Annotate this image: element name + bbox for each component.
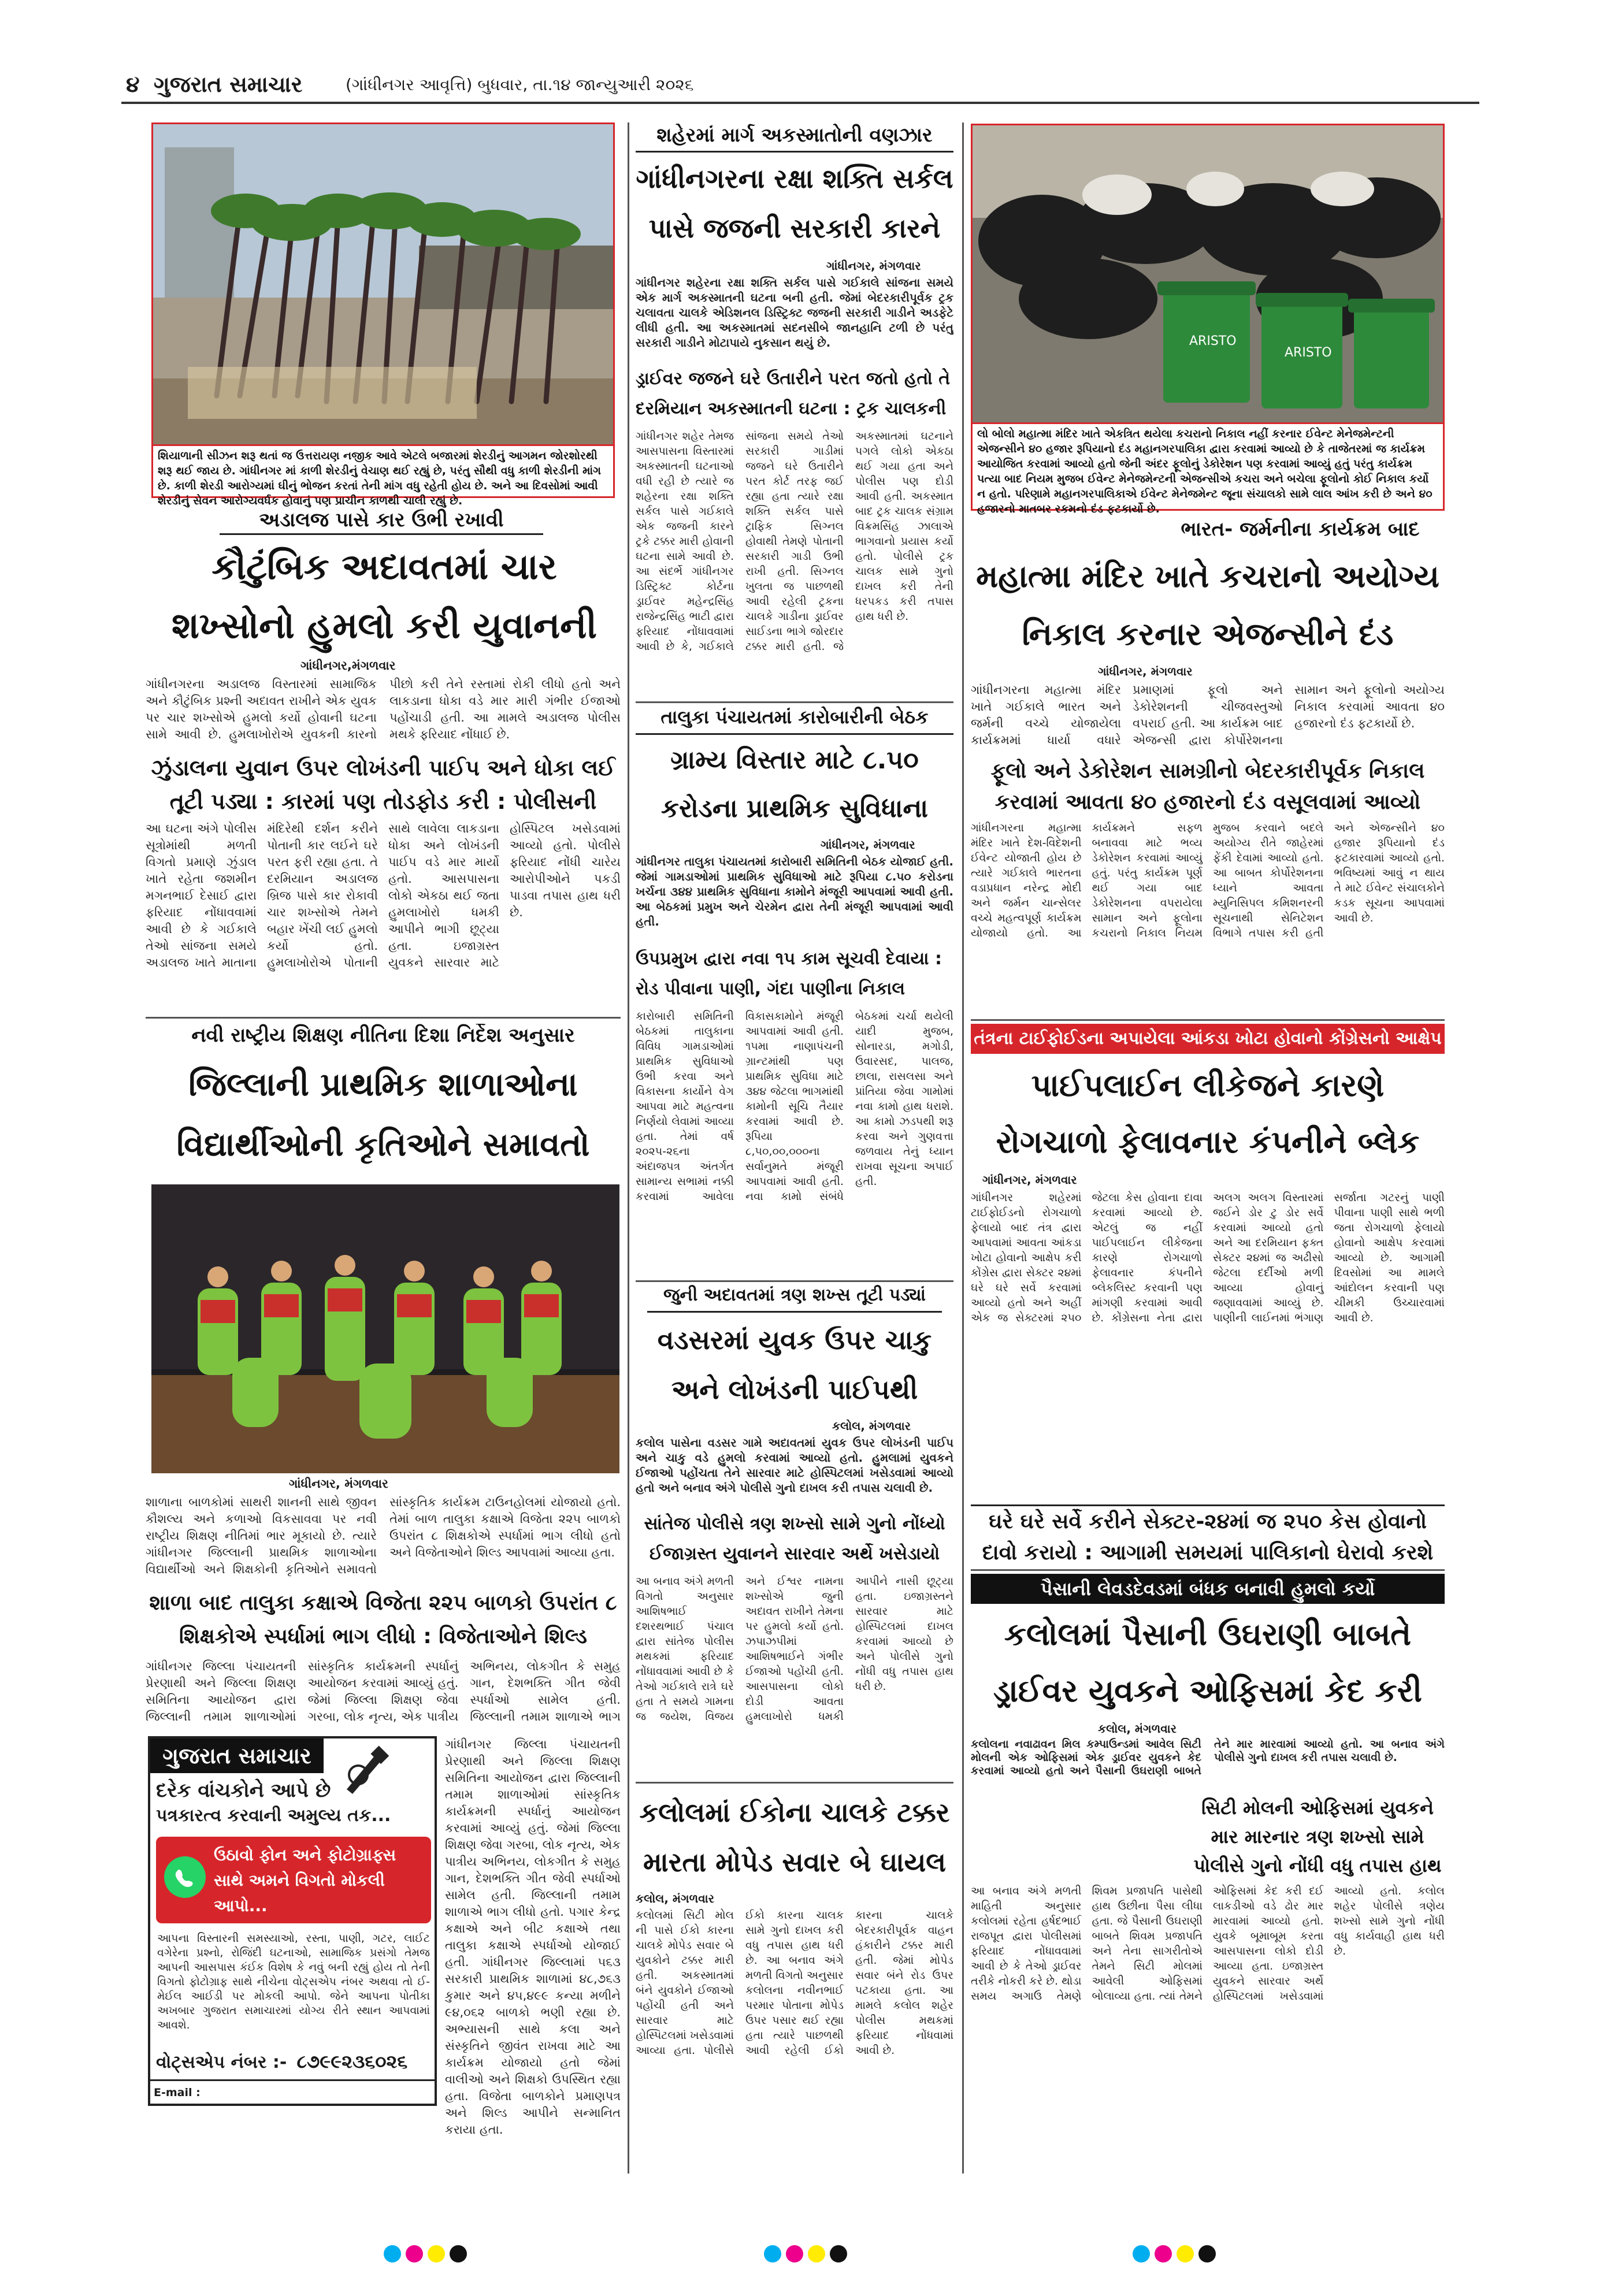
column-rule-2 <box>962 122 964 2174</box>
whatsapp-icon <box>162 1854 208 1900</box>
sugarcane-photo <box>151 122 615 446</box>
garbage-image <box>973 125 1445 424</box>
typhoid-dateline: ગાંધીનગર, મંગળવાર <box>982 1173 1077 1187</box>
black-mark <box>1198 2245 1216 2262</box>
vadsar-headline: વડસરમાં યુવક ઉપર ચાકુ અને લોખંડની પાઈપથી <box>657 1324 932 1405</box>
vadsar-lead: કલોલ પાસેના વડસર ગામે અદાવતમાં યુવક ઉપર લોખંડની પાઈપ અને ચાકુ વડે હુમલો કરવામાં આવ્યો હતો. હુમલામાં યુવકને ઈજાઓ પહોંચતા તેને સારવાર માટે હોસ્પિટલમાં ખસેડવામાં આવ્યો હતો અને બનાવ અંગે પોલીસે ગુનો દાખલ કરી તપાસ ચલાવી છે. <box>636 1436 953 1495</box>
mahatma-kicker: ભારત- જર્મનીના કાર્યક્રમ બાદ <box>1181 518 1420 541</box>
divider-panchayat <box>636 701 953 703</box>
promo-banner <box>156 1837 431 1923</box>
bin-label-2: ARISTO <box>1285 345 1332 360</box>
shiksha-body: ગાંધીનગર જિલ્લા પંચાયતની પ્રેરણાથી અને જિલ્લા શિક્ષણ સમિતિના આયોજન દ્વારા જિલ્લાની તમામ શાળાઓમાં સાંસ્કૃતિક કાર્યક્રમની સ્પર્ધાનું આયોજન કરવામાં આવ્યું હતું. જેમાં જિલ્લા શિક્ષણ જેવા ગરબા, લોક નૃત્ય, એક પાત્રીય અભિનય, લોકગીત કે સમુહ ગાન, દેશભક્તિ ગીત જેવી સ્પર્ધાઓ સામેલ હતી. જિલ્લાની તમામ શાળાએ ભાગ <box>146 1659 621 1723</box>
divider-vadsar <box>636 1280 953 1282</box>
panchayat-kicker: તાલુકા પંચાયતમાં કારોબારીની બેઠક <box>636 706 953 735</box>
promo-logo: ગુજરાત સમાચાર <box>150 1738 324 1773</box>
divider-shiksha <box>146 1017 621 1019</box>
kalol-accident-headline: કલોલમાં ઈકોના ચાલકે ટક્કર મારતા મોપેડ સવાર બે ઘાયલ <box>639 1797 950 1878</box>
divider-kalol-driver <box>971 1569 1445 1571</box>
black-mark <box>830 2245 847 2262</box>
shiksha-subhead: શાળા બાદ તાલુકા કક્ષાએ વિજેતા ૨૨૫ બાળકો ઉપરાંત ૮ શિક્ષકોએ સ્પર્ધામાં ભાગ લીધો : વિજેતાઓને શિલ્ડ <box>149 1591 617 1648</box>
cyan-mark <box>384 2245 401 2262</box>
typhoid-kicker <box>971 1024 1445 1054</box>
typhoid-kicker-text: તંત્રના ટાઈફોઈડના અપાયેલા આંકડા ખોટા હોવાનો કોંગ્રેસનો આક્ષેપ <box>974 1028 1442 1049</box>
bin-label-1: ARISTO <box>1189 334 1237 348</box>
accident-body: ગાંધીનગર શહેર તેમજ આસપાસના વિસ્તારમાં અકસ્માતની ઘટનાઓ વધી રહી છે ત્યારે જ શહેરના રક્ષા શક્તિ સર્કલ પાસે ગઈકાલે એક જજની કારને ટ્રકે ટક્કર મારી હોવાની ઘટના સામે આવી છે. આ સંદર્ભે ગાંધીનગર ડિસ્ટ્રિક્ટ કોર્ટના ડ્રાઈવર મહેન્દ્રસિંહ રાજેન્દ્રસિંહ ભાટી દ્વારા ફરિયાદ નોંધાવવામાં આવી છે કે, ગઈકાલે સાંજના સમયે તેઓ સરકારી ગાડીમાં જજને ઘરે ઉતારીને પરત કોર્ટ તરફ જઈ રહ્યા હતા ત્યારે રક્ષા શક્તિ સર્કલ પાસે ટ્રાફિક સિગ્નલ હોવાથી તેમણે પોતાની સરકારી ગાડી ઉભી રાખી હતી. સિગ્નલ ખુલતા જ પાછળથી આવી રહેલી ટ્રકના ચાલકે ગાડીના ડ્રાઈવર સાઈડના ભાગે જોરદાર ટક્કર મારી હતી. જે અકસ્માતમાં ઘટનાને પગલે લોકો એકઠા થઈ ગયા હતા અને પોલીસ પણ દોડી આવી હતી. અકસ્માત બાદ ટ્રક ચાલક સંગ્રામ વિક્રમસિંહ ઝાલાએ ભાગવાનો પ્રયાસ કર્યો હતો. પોલીસે ટ્રક ચાલક સામે ગુનો દાખલ કરી તેની ધરપકડ કરી તપાસ હાથ ધરી છે. <box>636 430 953 653</box>
typhoid-body: ગાંધીનગર શહેરમાં ટાઈફોઈડનો રોગચાળો ફેલાયો બાદ તંત્ર દ્વારા આપવામાં આવતા આંકડા ખોટા હોવાનો આક્ષેપ કરી કોંગ્રેસ દ્વારા સેક્ટર ૨૪માં ઘરે ઘરે સર્વે કરવામાં આવ્યો હતો અને અહીં એક જ સેક્ટરમાં ૨૫૦ જેટલા કેસ હોવાના દાવા કરવામાં આવ્યો છે. એટલું જ નહીં પાઈપલાઈન લીકેજના કારણે રોગચાળો ફેલાવનાર કંપનીને બ્લેકલિસ્ટ કરવાની પણ માંગણી કરવામાં આવી છે. કોંગ્રેસના નેતા દ્વારા અલગ અલગ વિસ્તારમાં જઈને ડોર ટુ ડોર સર્વે કરવામાં આવ્યો હતો અને આ દરમિયાન ફક્ત સેક્ટર ૨૪માં જ અઢીસો જેટલા દર્દીઓ મળી આવ્યા હોવાનું જણાવવામાં આવ્યું છે. પાણીની લાઈનમાં ભંગાણ સર્જાતા ગટરનું પાણી પીવાના પાણી સાથે ભળી જતા રોગચાળો ફેલાયો હોવાનો આક્ષેપ કરવામાં આવ્યો છે. આગામી દિવસોમાં આ મામલે આંદોલન કરવાની પણ ચીમકી ઉચ્ચારવામાં આવી છે. <box>971 1191 1445 1324</box>
promo-box <box>148 1736 437 2106</box>
kalol-driver-subhead: સિટી મોલની ઓફિસમાં યુવકને માર મારનાર ત્રણ શખ્સો સામે પોલીસે ગુનો નોંધી વધુ તપાસ હાથ <box>1193 1797 1442 1877</box>
mahatma-dateline: ગાંધીનગર, મંગળવાર <box>1098 664 1193 678</box>
whatsapp-row <box>156 2050 431 2076</box>
accident-subhead: ડ્રાઈવર જજને ઘરે ઉતારીને પરત જતો હતો તે દરમિયાન અકસ્માતની ઘટના : ટ્રક ચાલકની <box>636 369 951 419</box>
adalaj-dateline: ગાંધીનગર,મંગળવાર <box>300 659 396 673</box>
mahatma-body: ગાંધીનગરના મહાત્મા મંદિર ખાતે દેશ-વિદેશની ઈવેન્ટ યોજાતી હોય છે ત્યારે ગઈકાલે ભારતના વડાપ્રધાન નરેન્દ્ર મોદી અને જર્મન ચાન્સેલર વચ્ચે મહત્વપૂર્ણ કાર્યક્રમ યોજાયો હતો. આ કાર્યક્રમને સફળ બનાવવા માટે ભવ્ય ડેકોરેશન કરવામાં આવ્યું હતું. પરંતુ કાર્યક્રમ પૂર્ણ થઈ ગયા બાદ ડેકોરેશનના વપરાયેલા સામાન અને ફૂલોના કચરાનો નિકાલ નિયમ મુજબ કરવાને બદલે અયોગ્ય રીતે જાહેરમાં ફેંકી દેવામાં આવ્યો હતો. આ બાબત કોર્પોરેશનના ધ્યાને આવતા મ્યુનિસિપલ કમિશનરની સૂચનાથી સેનિટેશન વિભાગે તપાસ કરી હતી અને એજન્સીને ૪૦ હજાર રૂપિયાનો દંડ ફટકારવામાં આવ્યો હતો. ભવિષ્યમાં આવું ન થાય તે માટે ઈવેન્ટ સંચાલકોને કડક સૂચના આપવામાં આવી છે. <box>971 822 1445 939</box>
accident-dateline: ગાંધીનગર, મંગળવાર <box>826 259 921 273</box>
registration-marks-center <box>762 2245 866 2268</box>
accident-headline: ગાંધીનગરના રક્ષા શક્તિ સર્કલ પાસે જજની સરકારી કારને <box>636 163 953 244</box>
adalaj-kicker: અડાલજ પાસે કાર ઉભી રખાવી <box>220 508 543 535</box>
garbage-caption: લો બોલો મહાત્મા મંદિર ખાતે એકત્રિત થયેલા કચરાનો નિકાલ નહીં કરનાર ઈવેન્ટ મેનેજમેન્ટની એજન્સીને ૪૦ હજાર રૂપિયાનો દંડ મહાનગરપાલિકા દ્વારા કરવામાં આવ્યો છે કે તાજેતરમાં જ કાર્યક્રમ આયોજિત કરવામાં આવ્યો હતો જેની અંદર ફૂલોનું ડેકોરેશન પણ કરવામાં આવ્યું હતું પરંતુ કાર્યક્રમ પત્યા બાદ નિયમ મુજબ ઈવેન્ટ મેનેજમેન્ટની એજન્સીએ કચરા અને બચેલા ફૂલોનો કોઈ નિકાલ કર્યો ન હતો. પરિણામે મહાનગરપાલિકાએ ઈવેન્ટ મેનેજમેન્ટ જૂના સંચાલકો સામે લાલ આંખ કરી છે અને ૪૦ હજારનો માતબર રકમનો દંડ ફટકાર્યો છે. <box>971 424 1445 511</box>
black-mark <box>450 2245 467 2262</box>
yellow-mark <box>428 2245 445 2262</box>
registration-marks-right <box>1130 2245 1234 2268</box>
kalol-driver-kicker <box>971 1574 1445 1604</box>
shiksha-headline: જિલ્લાની પ્રાથમિક શાળાઓના વિદ્યાર્થીઓની કૃતિઓને સમાવતો <box>176 1066 590 1164</box>
whatsapp-label: વોટ્સએપ નંબર :- <box>156 2052 287 2072</box>
registration-marks-left <box>381 2245 485 2268</box>
panchayat-lead: ગાંધીનગર તાલુકા પંચાયતમાં કારોબારી સમિતિની બેઠક યોજાઈ હતી. જેમાં ગામડાઓમાં પ્રાથમિક સુવિધાઓ માટે રૂપિયા ૮.૫૦ કરોડના ખર્ચના ૩૪૪ પ્રાથમિક સુવિધાના કામોને મંજૂરી આપવામાં આવી હતી. આ બેઠકમાં પ્રમુખ અને ચેરમેન દ્વારા તેની મંજૂરી આપવામાં આવી હતી. <box>636 855 953 928</box>
kalol-accident-dateline: કલોલ, મંગળવાર <box>636 1892 714 1905</box>
vadsar-dateline: કલોલ, મંગળવાર <box>832 1419 911 1433</box>
magenta-mark <box>1155 2245 1172 2262</box>
yellow-mark <box>808 2245 825 2262</box>
garbage-photo <box>971 124 1445 424</box>
typhoid-subhead: ઘરે ઘરે સર્વે કરીને સેક્ટર-૨૪માં જ ૨૫૦ કેસ હોવાનો દાવો કરાયો : આગામી સમયમાં પાલિકાનો ઘેરાવો કરશે <box>971 1504 1445 1567</box>
edition-date: (ગાંધીનગર આવૃત્તિ) બુધવાર, તા.૧૪ જાન્યુઆરી ૨૦૨૬ <box>346 75 694 94</box>
adalaj-lead: ગાંધીનગરના અડાલજ વિસ્તારમાં સામાજિક અને કૌટુંબિક પ્રશ્ની અદાવત રાખીને એક યુવક પર ચાર શખ્સોએ હુમલો કર્યો હોવાની ઘટના સામે આવી છે. હુમલાખોરોએ યુવકની કારનો પીછો કરી તેને રસ્તામાં રોકી લીધો હતો અને લાકડાના ધોકા વડે માર મારી ગંભીર ઈજાઓ પહોંચાડી હતી. આ મામલે અડાલજ પોલીસ મથકે ફરિયાદ નોંધાઈ છે. <box>146 677 621 741</box>
accident-lead: ગાંધીનગર શહેરના રક્ષા શક્તિ સર્કલ પાસે ગઈકાલે સાંજના સમયે એક માર્ગ અકસ્માતની ઘટના બની હતી. જેમાં બેદરકારીપૂર્વક ટ્રક ચલાવતા ચાલકે એડિશનલ ડિસ્ટ્રિક્ટ જજની સરકારી ગાડીને અડફેટે લીધી હતી. આ અકસ્માતમાં સદનસીબે જાનહાનિ ટળી છે પરંતુ સરકારી ગાડીને મોટાપાયે નુકસાન થયું છે. <box>636 276 953 350</box>
vadsar-kicker: જુની અદાવતમાં ત્રણ શખ્સ તૂટી પડ્યાં <box>647 1285 942 1313</box>
panchayat-dateline: ગાંધીનગર, મંગળવાર <box>821 838 915 852</box>
sugarcane-image <box>153 124 615 446</box>
adalaj-headline: કૌટુંબિક અદાવતમાં ચાર શખ્સોનો હુમલો કરી યુવાનની <box>171 545 598 647</box>
paper-name: ગુજરાત સમાચાર <box>154 72 303 97</box>
mahatma-subhead: ફૂલો અને ડેકોરેશન સામગ્રીનો બેદરકારીપૂર્વક નિકાલ કરવામાં આવતા ૪૦ હજારનો દંડ વસૂલવામાં આવ્યો <box>990 759 1425 814</box>
cyan-mark <box>764 2245 781 2262</box>
whatsapp-number[interactable]: ૮૭૯૯૨૩૬૦૨૬ <box>296 2050 408 2072</box>
divider-typhoid <box>971 1019 1445 1021</box>
panchayat-body: કારોબારી સમિતિની બેઠકમાં તાલુકાના વિવિધ ગામડાઓમાં પ્રાથમિક સુવિધાઓ ઉભી કરવા અને વિકાસના કાર્યોને વેગ આપવા માટે મહત્વના નિર્ણયો લેવામાં આવ્યા હતા. તેમાં વર્ષ ૨૦૨૫-૨૬ના અંદાજપત્ર અંતર્ગત સામાન્ય સભામાં નક્કી કરવામાં આવેલા વિકાસકામોને મંજૂરી આપવામાં આવી હતી. ૧૫મા નાણાપંચની ગ્રાન્ટમાંથી પણ પ્રાથમિક સુવિધા માટે ૩૪૪ જેટલા ભાગમાંથી કામોની સૂચિ તૈયાર કરવામાં આવી છે. રૂપિયા ૮,૫૦,૦૦,૦૦૦ના સર્વાનુમતે મંજૂરી આપવામાં આવી હતી. નવા કામો સંબંધે બેઠકમાં ચર્ચા થયેલી યાદી મુજબ, સોનારડા, મગોડી, ઉવારસદ, પાલજ, છાલા, રાસલસા અને પ્રાંતિયા જેવા ગામોમાં નવા કામો હાથ ધરાશે. આ કામો ઝડપથી શરૂ કરવા અને ગુણવત્તા જળવાય તેનું ધ્યાન રાખવા સૂચના અપાઈ હતી. <box>636 1010 953 1203</box>
shiksha-lead: શાળાના બાળકોમાં સાથરી શાનની સાથે જીવન કૌશલ્ય અને કળાઓ વિકસાવવા પર નવી રાષ્ટ્રીય શિક્ષણ નીતિમાં ભાર મૂકાયો છે. ત્યારે ગાંધીનગર જિલ્લાની પ્રાથમિક શાળાઓના વિદ્યાર્થીઓ અને શિક્ષકોની કૃતિઓને સમાવતો સાંસ્કૃતિક કાર્યક્રમ ટાઉનહોલમાં યોજાયો હતો. તેમાં બાળ તાલુકા કક્ષાએ વિજેતા ૨૨૫ બાળકો ઉપરાંત ૮ શિક્ષકોએ સ્પર્ધામાં ભાગ લીધો હતો અને વિજેતાઓને શિલ્ડ આપવામાં આવ્યા હતા. <box>146 1495 621 1576</box>
shiksha-kicker: નવી રાષ્ટ્રીય શિક્ષણ નીતિના દિશા નિર્દેશ અનુસાર <box>191 1024 575 1047</box>
magenta-mark <box>786 2245 803 2262</box>
kalol-driver-dateline: કલોલ, મંગળવાર <box>1098 1722 1177 1736</box>
kalol-accident-body: કલોલમાં સિટી મોલ ની પાસે ઈકો કારના ચાલકે મોપેડ સવાર બે યુવકોને ટક્કર મારી હતી. અકસ્માતમાં બંને યુવકોને ઈજાઓ પહોંચી હતી અને સારવાર માટે હોસ્પિટલમાં ખસેડવામાં આવ્યા હતા. પોલીસે ઈકો કારના ચાલક સામે ગુનો દાખલ કરી વધુ તપાસ હાથ ધરી છે. આ બનાવ અંગે મળતી વિગતો અનુસાર કલોલના નવીનભાઈ પરમાર પોતાના મોપેડ ઉપર પસાર થઈ રહ્યા હતા ત્યારે પાછળથી આવી રહેલી ઈકો કારના ચાલકે બેદરકારીપૂર્વક વાહન હંકારીને ટક્કર મારી હતી. જેમાં મોપેડ સવાર બંને રોડ ઉપર પટકાયા હતા. આ મામલે કલોલ શહેર પોલીસ મથકમાં ફરિયાદ નોંધવામાં આવી છે. <box>636 1909 953 2057</box>
panchayat-subhead: ઉપપ્રમુખ દ્વારા નવા ૧૫ કામ સૂચવી દેવાયા : રોડ પીવાના પાણી, ગંદા પાણીના નિકાલ <box>636 949 942 999</box>
mahatma-headline: મહાત્મા મંદિર ખાતે કચરાનો અયોગ્ય નિકાલ કરનાર એજન્સીને દંડ <box>976 558 1439 652</box>
email-row <box>150 2079 437 2105</box>
vadsar-subhead: સાંતેજ પોલીસે ત્રણ શખ્સો સામે ગુનો નોંધ્યો ઈજાગ્રસ્ત યુવાનને સારવાર અર્થે ખસેડાયો <box>644 1514 945 1564</box>
email-label: E-mail : <box>154 2086 201 2099</box>
kalol-driver-headline: કલોલમાં પૈસાની ઉઘરાણી બાબતે ડ્રાઈવર યુવકને ઓફિસમાં કેદ કરી <box>993 1616 1422 1709</box>
promo-body: આપના વિસ્તારની સમસ્યાઓ, રસ્તા, પાણી, ગટર, લાઈટ વગેરેના પ્રશ્નો, રોજિંદી ઘટનાઓ, સામાજિક પ્રસંગો તેમજ આપની આસપાસ કંઈક વિશેષ કે નવું બની રહ્યું હોય તો તેની વિગતો ફોટોગ્રાફ સાથે નીચેના વોટ્સએપ નંબર અથવા તો ઈ-મેઈલ આઈડી પર મોકલી આપો. જેને આપના પોતીકા અખબાર ગુજરાત સમાચારમાં યોગ્ય રીતે સ્થાન આપવામાં આવશે. <box>157 1932 430 2031</box>
cyan-mark <box>1133 2245 1150 2262</box>
kalol-driver-body: આ બનાવ અંગે મળતી માહિતી અનુસાર કલોલમાં રહેતા હર્ષદભાઈ રાજપૂત દ્વારા પોલીસમાં ફરિયાદ નોંધાવવામાં આવી છે કે તેઓ ડ્રાઈવર તરીકે નોકરી કરે છે. થોડા સમય અગાઉ તેમણે શિવમ પ્રજાપતિ પાસેથી હાથ ઉછીના પૈસા લીધા હતા. જે પૈસાની ઉઘરાણી બાબતે શિવમ પ્રજાપતિ અને તેના સાગરીતોએ તેમને સિટી મોલમાં આવેલી ઓફિસમાં બોલાવ્યા હતા. ત્યાં તેમને ઓફિસમાં કેદ કરી દઈ લાકડીઓ વડે ઢોર માર મારવામાં આવ્યો હતો. યુવકે બૂમાબૂમ કરતા આસપાસના લોકો દોડી આવ્યા હતા. ઇજાગ્રસ્ત યુવકને સારવાર અર્થે હોસ્પિટલમાં ખસેડવામાં આવ્યો હતો. કલોલ શહેર પોલીસે ત્રણેય શખ્સો સામે ગુનો નોંધી વધુ કાર્યવાહી હાથ ધરી છે. <box>971 1885 1445 2003</box>
shiksha-body-continued: ગાંધીનગર જિલ્લા પંચાયતની પ્રેરણાથી અને જિલ્લા શિક્ષણ સમિતિના આયોજન દ્વારા જિલ્લાની તમામ શાળાઓમાં સાંસ્કૃતિક કાર્યક્રમની સ્પર્ધાનું આયોજન કરવામાં આવ્યું હતું. જેમાં જિલ્લા શિક્ષણ જેવા ગરબા, લોક નૃત્ય, એક પાત્રીય અભિનય, લોકગીત કે સમુહ ગાન, દેશભક્તિ ગીત જેવી સ્પર્ધાઓ સામેલ હતી. જિલ્લાની તમામ શાળાએ ભાગ લીધો હતો. પગાર કેન્દ્ર કક્ષાએ અને બીટ કક્ષાએ તથા તાલુકા કક્ષાએ સ્પર્ધાઓ યોજાઈ હતી. ગાંધીનગર જિલ્લામાં ૫૬૩ સરકારી પ્રાથમિક શાળામાં ૪૮,૭૬૩ કુમાર અને ૪૫,૪૯૯ કન્યા મળીને ૯૪,૦૬૨ બાળકો ભણી રહ્યા છે. અભ્યાસની સાથે કલા અને સંસ્કૃતિને જીવંત રાખવા માટે આ કાર્યક્રમ યોજાયો હતો જેમાં વાલીઓ અને શિક્ષકો ઉપસ્થિત રહ્યા હતા. વિજેતા બાળકોને પ્રમાણપત્ર અને શિલ્ડ આપીને સન્માનિત કરાયા હતા. <box>445 1737 621 2137</box>
page-number: ૪ <box>126 72 140 97</box>
mahatma-lead: ગાંધીનગરના મહાત્મા મંદિર ખાતે ગઈકાલે ભારત અને જર્મની વચ્ચે યોજાયેલા કાર્યક્રમમાં ધાર્યા વધારે પ્રમાણમાં ફૂલો અને ડેકોરેશનની ચીજવસ્તુઓ વપરાઈ હતી. આ કાર્યક્રમ બાદ એજન્સી દ્વારા કોર્પોરેશનના સામાન અને ફૂલોનો અયોગ્ય નિકાલ કરવામાં આવતા ૪૦ હજારનો દંડ ફટકાર્યો છે. <box>971 683 1445 747</box>
column-rule-1 <box>628 122 629 2174</box>
accident-kicker: શહેરમાં માર્ગ અકસ્માતોની વણઝાર <box>636 124 953 153</box>
dance-image <box>151 1184 619 1473</box>
shiksha-dateline: ગાંધીનગર, મંગળવાર <box>289 1477 388 1491</box>
yellow-mark <box>1177 2245 1194 2262</box>
panchayat-headline: ગ્રામ્ય વિસ્તાર માટે ૮.૫૦ કરોડના પ્રાથમિક સુવિધાના <box>660 745 929 823</box>
promo-line-1: દરેક વાંચકોને આપે છે <box>156 1779 331 1802</box>
adalaj-body: આ ઘટના અંગે પોલીસ સૂત્રોમાંથી મળતી વિગતો પ્રમાણે ઝુંડાલ ખાતે રહેતા જશમીન મગનભાઈ દેસાઈ દ્વારા ફરિયાદ નોંધાવવામાં આવી છે કે ગઈકાલે તેઓ સાંજના સમયે અડાલજ ખાતે માતાના મંદિરેથી દર્શન કરીને પોતાની કાર લઈને ઘરે પરત ફરી રહ્યા હતા. તે દરમિયાન અડાલજ બ્રિજ પાસે કાર રોકાવી ચાર શખ્સોએ તેમને બહાર ખેંચી લઈ હુમલો કર્યો હતો. હુમલાખોરોએ પોતાની સાથે લાવેલા લાકડાના ધોકા અને લોખંડની પાઈપ વડે માર માર્યો હતો. આસપાસના લોકો એકઠા થઈ જતા હુમલાખોરો ધમકી આપીને ભાગી છૂટ્યા હતા. ઇજાગ્રસ્ત યુવકને સારવાર માટે હોસ્પિટલ ખસેડવામાં આવ્યો હતો. પોલીસે ફરિયાદ નોંધી ચારેય આરોપીઓને પકડી પાડવા તપાસ હાથ ધરી છે. <box>146 822 621 969</box>
adalaj-subhead: ઝુંડાલના યુવાન ઉપર લોખંડની પાઈપ અને ધોકા લઈ તૂટી પડ્યા : કારમાં પણ તોડફોડ કરી : પોલીસની <box>151 755 615 814</box>
kalol-driver-kicker-text: પૈસાની લેવડદેવડમાં બંધક બનાવી હુમલો કર્યો <box>1040 1578 1375 1600</box>
divider-kalol-accident <box>636 1782 953 1784</box>
dance-photo <box>151 1184 619 1473</box>
kalol-driver-lead: કલોલના નવાઢાવન મિલ કમ્પાઉન્ડમાં આવેલ સિટી મોલની એક ઓફિસમાં એક ડ્રાઈવર યુવકને કેદ કરવામાં આવ્યો હતો અને પૈસાની ઉઘરાણી બાબતે તેને માર મારવામાં આવ્યો હતો. આ બનાવ અંગે પોલીસે ગુનો દાખલ કરી તપાસ ચલાવી છે. <box>971 1738 1445 1777</box>
sugarcane-caption: શિયાળાની સીઝન શરૂ થતાં જ ઉત્તરાયણ નજીક આવે એટલે બજારમાં શેરડીનું આગમન જોરશોરથી શરૂ થઈ જાય છે. ગાંધીનગર માં કાળી શેરડીનું વેચાણ થઈ રહ્યું છે, પરંતુ સૌથી વધુ કાળી શેરડીની માંગ છે. કાળી શેરડી આરોગ્યમાં ઘીનું ભોજન કરતાં તેની માંગ વધુ રહેતી હોય છે. અને આ દિવસોમાં આવી શેરડીનું સેવન આરોગ્યવર્ધક હોવાનું પણ પ્રાચીન કાળથી ચાલી રહ્યું છે. <box>151 446 615 498</box>
promo-banner-text: ઉઠાવો ફોન અને ફોટોગ્રાફ્સ સાથે અમને વિગતો મોકલી આપો... <box>214 1845 396 1915</box>
promo-line-2: પત્રકારત્વ કરવાની અમુલ્ય તક... <box>156 1805 391 1826</box>
masthead <box>121 68 1479 104</box>
typhoid-headline: પાઈપલાઈન લીકેજને કારણે રોગચાળો ફેલાવનાર કંપનીને બ્લેક <box>996 1067 1420 1160</box>
magenta-mark <box>406 2245 423 2262</box>
vadsar-body: આ બનાવ અંગે મળતી વિગતો અનુસાર આશિષભાઈ દશરથભાઈ પંચાલ દ્વારા સાંતેજ પોલીસ મથકમાં ફરિયાદ નોંધાવવામાં આવી છે કે તેઓ ગઈકાલે રાત્રે ઘરે હતા તે સમયે ગામના જ જયેશ, વિજય અને ઈશ્વર નામના શખ્સોએ જુની અદાવત રાખીને તેમના પર હુમલો કર્યો હતો. ઝપાઝપીમાં આશિષભાઈને ગંભીર ઈજાઓ પહોંચી હતી. આસપાસના લોકો દોડી આવતા હુમલાખોરો ધમકી આપીને નાસી છૂટ્યા હતા. ઇજાગ્રસ્તને સારવાર માટે હોસ્પિટલમાં દાખલ કરવામાં આવ્યો છે અને પોલીસે ગુનો નોંધી વધુ તપાસ હાથ ધરી છે. <box>636 1575 953 1723</box>
